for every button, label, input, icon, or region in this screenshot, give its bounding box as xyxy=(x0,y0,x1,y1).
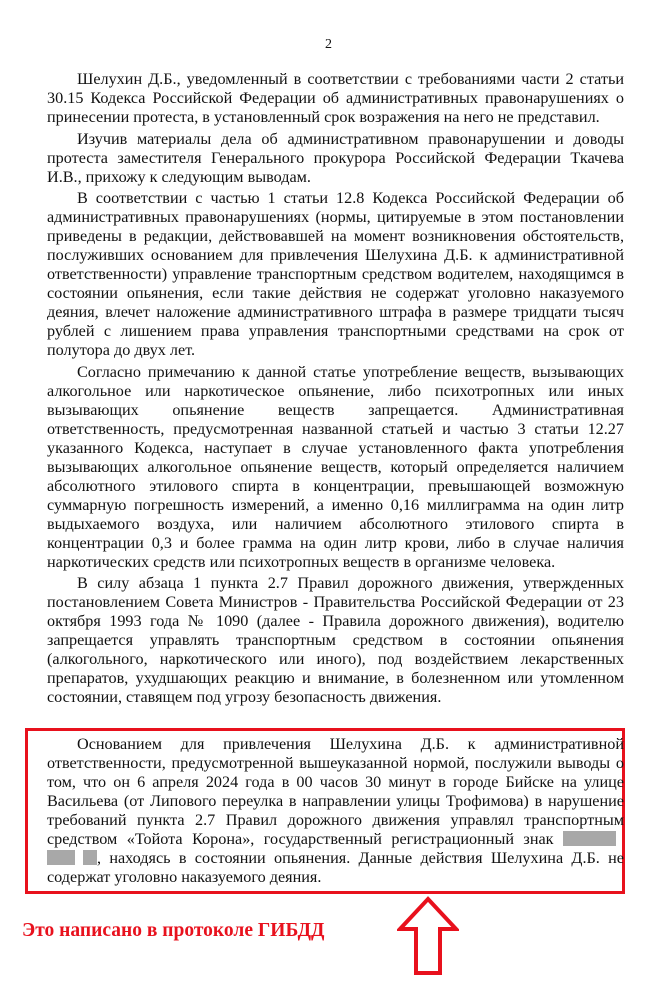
paragraph-conclusions-intro: Изучив материалы дела об административном правонарушении и доводы протеста заместителя Генерального прокурора Российской Федерации Ткачева И.В., прихожу к следующим выводам. xyxy=(47,129,624,186)
document-body xyxy=(47,70,624,734)
arrow-up-outline-icon xyxy=(397,896,459,976)
paragraph-article-12-8: В соответствии с частью 1 статьи 12.8 Кодекса Российской Федерации об административных правонарушениях (нормы, цитируемые в этом постановлении приведены в редакции, действовавшей на момент возникновения обстоятельств, послуживших основанием для привлечения Шелухина Д.Б. к административной ответственности) управление транспортным средством водителем, находящимся в состоянии опьянения, если такие действия не содержат уголовно наказуемого деяния, влечет наложение административного штрафа в размере тридцати тысяч рублей с лишением права управления транспортными средствами на срок от полутора до двух лет. xyxy=(47,189,624,359)
paragraph-grounds-for-liability xyxy=(47,735,624,887)
redacted-plate-part-1 xyxy=(563,831,616,846)
page-number: 2 xyxy=(325,37,332,52)
redacted-plate-part-2 xyxy=(47,850,75,865)
annotation-caption: Это написано в протоколе ГИБДД xyxy=(22,920,325,941)
highlighted-fragment xyxy=(47,735,624,887)
paragraph-notice: Шелухин Д.Б., уведомленный в соответствии с требованиями части 2 статьи 30.15 Кодекса Российской Федерации об административных правонарушениях о принесении протеста, в установленный срок возражения на него не представил. xyxy=(47,70,624,126)
grounds-text-continued: , находясь в состоянии опьянения. Данные действия Шелухина Д.Б. не содержат уголовно наказуемого деяния. xyxy=(47,849,624,886)
redacted-plate-part-3 xyxy=(83,850,97,865)
grounds-text: Основанием для привлечения Шелухина Д.Б. к административной ответственности, предусмотренной вышеуказанной нормой, послужили выводы о том, что он 6 апреля 2024 года в 00 часов 30 минут в городе Бийске на улице Васильева (от Липового переулка в направлении улицы Трофимова) в нарушение требований пункта 2.7 Правил дорожного движения управлял транспортным средством «Тойота Корона», государственный регистрационный знак xyxy=(47,735,624,848)
paragraph-note-to-article: Согласно примечанию к данной статье употребление веществ, вызывающих алкогольное или наркотическое опьянение, либо психотропных или иных вызывающих опьянение веществ запрещается. Административная ответственность, предусмотренная названной статьей и частью 3 статьи 12.27 указанного Кодекса, наступает в случае установленного факта употребления вызывающих алкогольное опьянение веществ, который определяется наличием абсолютного этилового спирта в концентрации, превышающей возможную суммарную погрешность измерений, а именно 0,16 миллиграмма на один литр выдыхаемого воздуха, или наличием абсолютного этилового спирта в концентрации 0,3 и более грамма на один литр крови, либо в случае наличия наркотических средств или психотропных веществ в организме человека. xyxy=(47,362,624,571)
paragraph-traffic-rules-2-7: В силу абзаца 1 пункта 2.7 Правил дорожного движения, утвержденных постановлением Совета Министров - Правительства Российской Федерации от 23 октября 1993 года № 1090 (далее - Правила дорожного движения), водителю запрещается управлять транспортным средством в состоянии опьянения (алкогольного, наркотического или иного), под воздействием лекарственных препаратов, ухудшающих реакцию и внимание, в болезненном или утомленном состоянии, ставящем под угрозу безопасность движения. xyxy=(47,574,624,706)
